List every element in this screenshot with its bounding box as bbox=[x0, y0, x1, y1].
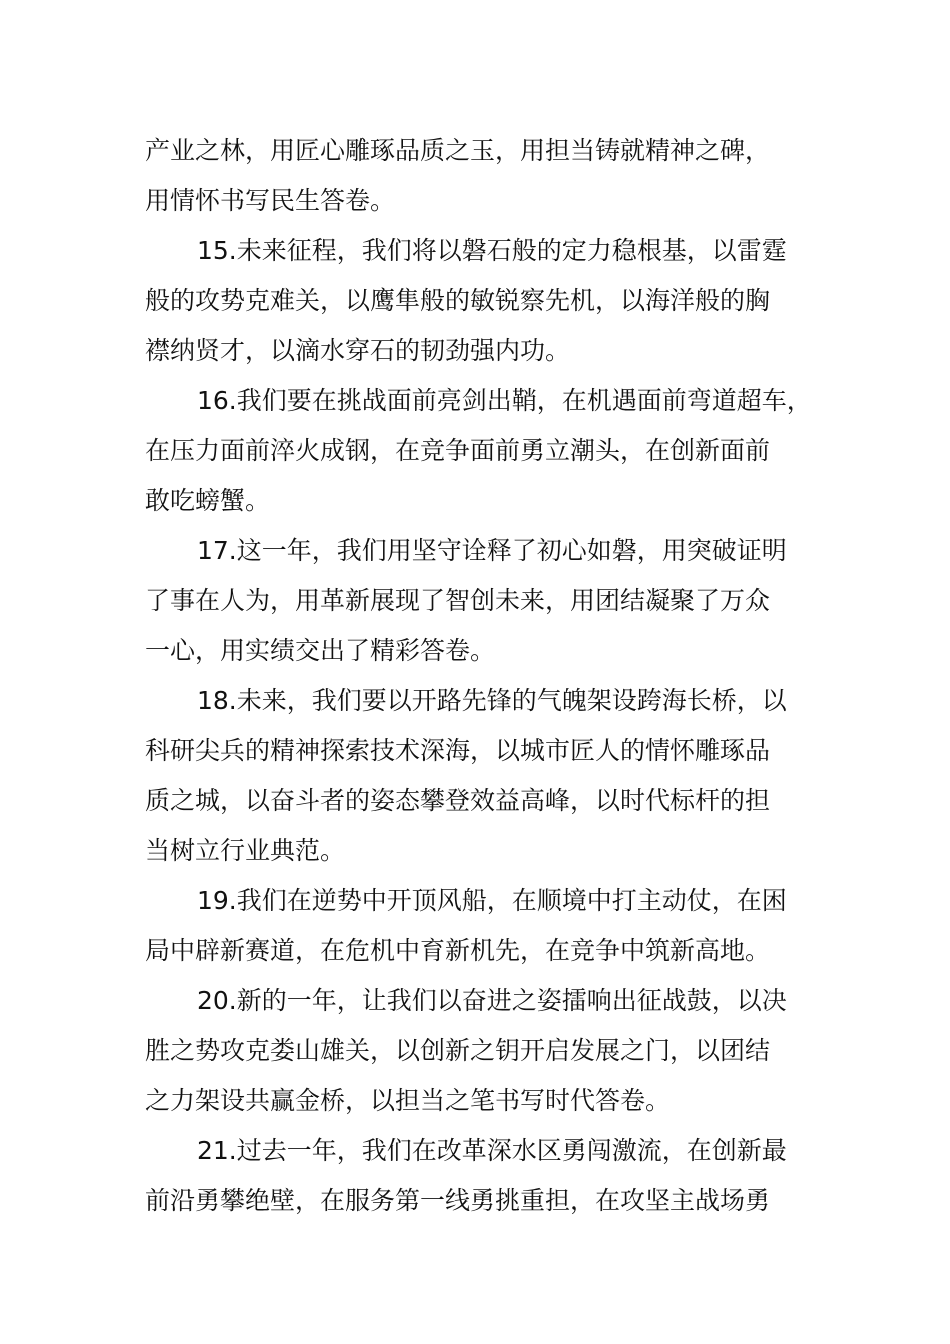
text-line: 在压力面前淬火成钢，在竞争面前勇立潮头，在创新面前 bbox=[145, 436, 771, 465]
text-line: 产业之林，用匠心雕琢品质之玉，用担当铸就精神之碑， bbox=[145, 136, 771, 165]
text-line: 科研尖兵的精神探索技术深海，以城市匠人的情怀雕琢品 bbox=[145, 736, 771, 765]
text-line: 用情怀书写民生答卷。 bbox=[145, 186, 396, 215]
text-line: 般的攻势克难关，以鹰隼般的敏锐察先机，以海洋般的胸 bbox=[145, 286, 771, 315]
text-line: 胜之势攻克娄山雄关，以创新之钥开启发展之门，以团结 bbox=[145, 1036, 771, 1065]
text-line: 17.这一年，我们用坚守诠释了初心如磐，用突破证明 bbox=[197, 536, 787, 565]
text-line: 20.新的一年，让我们以奋进之姿擂响出征战鼓，以决 bbox=[197, 986, 787, 1015]
text-line: 一心，用实绩交出了精彩答卷。 bbox=[145, 636, 496, 665]
text-line: 质之城，以奋斗者的姿态攀登效益高峰，以时代标杆的担 bbox=[145, 786, 771, 815]
text-line: 局中辟新赛道，在危机中育新机先，在竞争中筑新高地。 bbox=[145, 936, 771, 965]
document-body bbox=[145, 126, 817, 1226]
text-line: 敢吃螃蟹。 bbox=[145, 486, 271, 515]
text-line: 前沿勇攀绝壁，在服务第一线勇挑重担，在攻坚主战场勇 bbox=[145, 1186, 771, 1215]
text-line: 18.未来，我们要以开路先锋的气魄架设跨海长桥，以 bbox=[197, 686, 787, 715]
text-line: 19.我们在逆势中开顶风船，在顺境中打主动仗，在困 bbox=[197, 886, 787, 915]
text-line: 16.我们要在挑战面前亮剑出鞘，在机遇面前弯道超车， bbox=[197, 386, 812, 415]
text-line: 15.未来征程，我们将以磐石般的定力稳根基，以雷霆 bbox=[197, 236, 787, 265]
text-line: 21.过去一年，我们在改革深水区勇闯激流，在创新最 bbox=[197, 1136, 787, 1165]
text-line: 了事在人为，用革新展现了智创未来，用团结凝聚了万众 bbox=[145, 586, 771, 615]
text-line: 之力架设共赢金桥，以担当之笔书写时代答卷。 bbox=[145, 1086, 671, 1115]
text-line: 当树立行业典范。 bbox=[145, 836, 346, 865]
text-line: 襟纳贤才，以滴水穿石的韧劲强内功。 bbox=[145, 336, 571, 365]
